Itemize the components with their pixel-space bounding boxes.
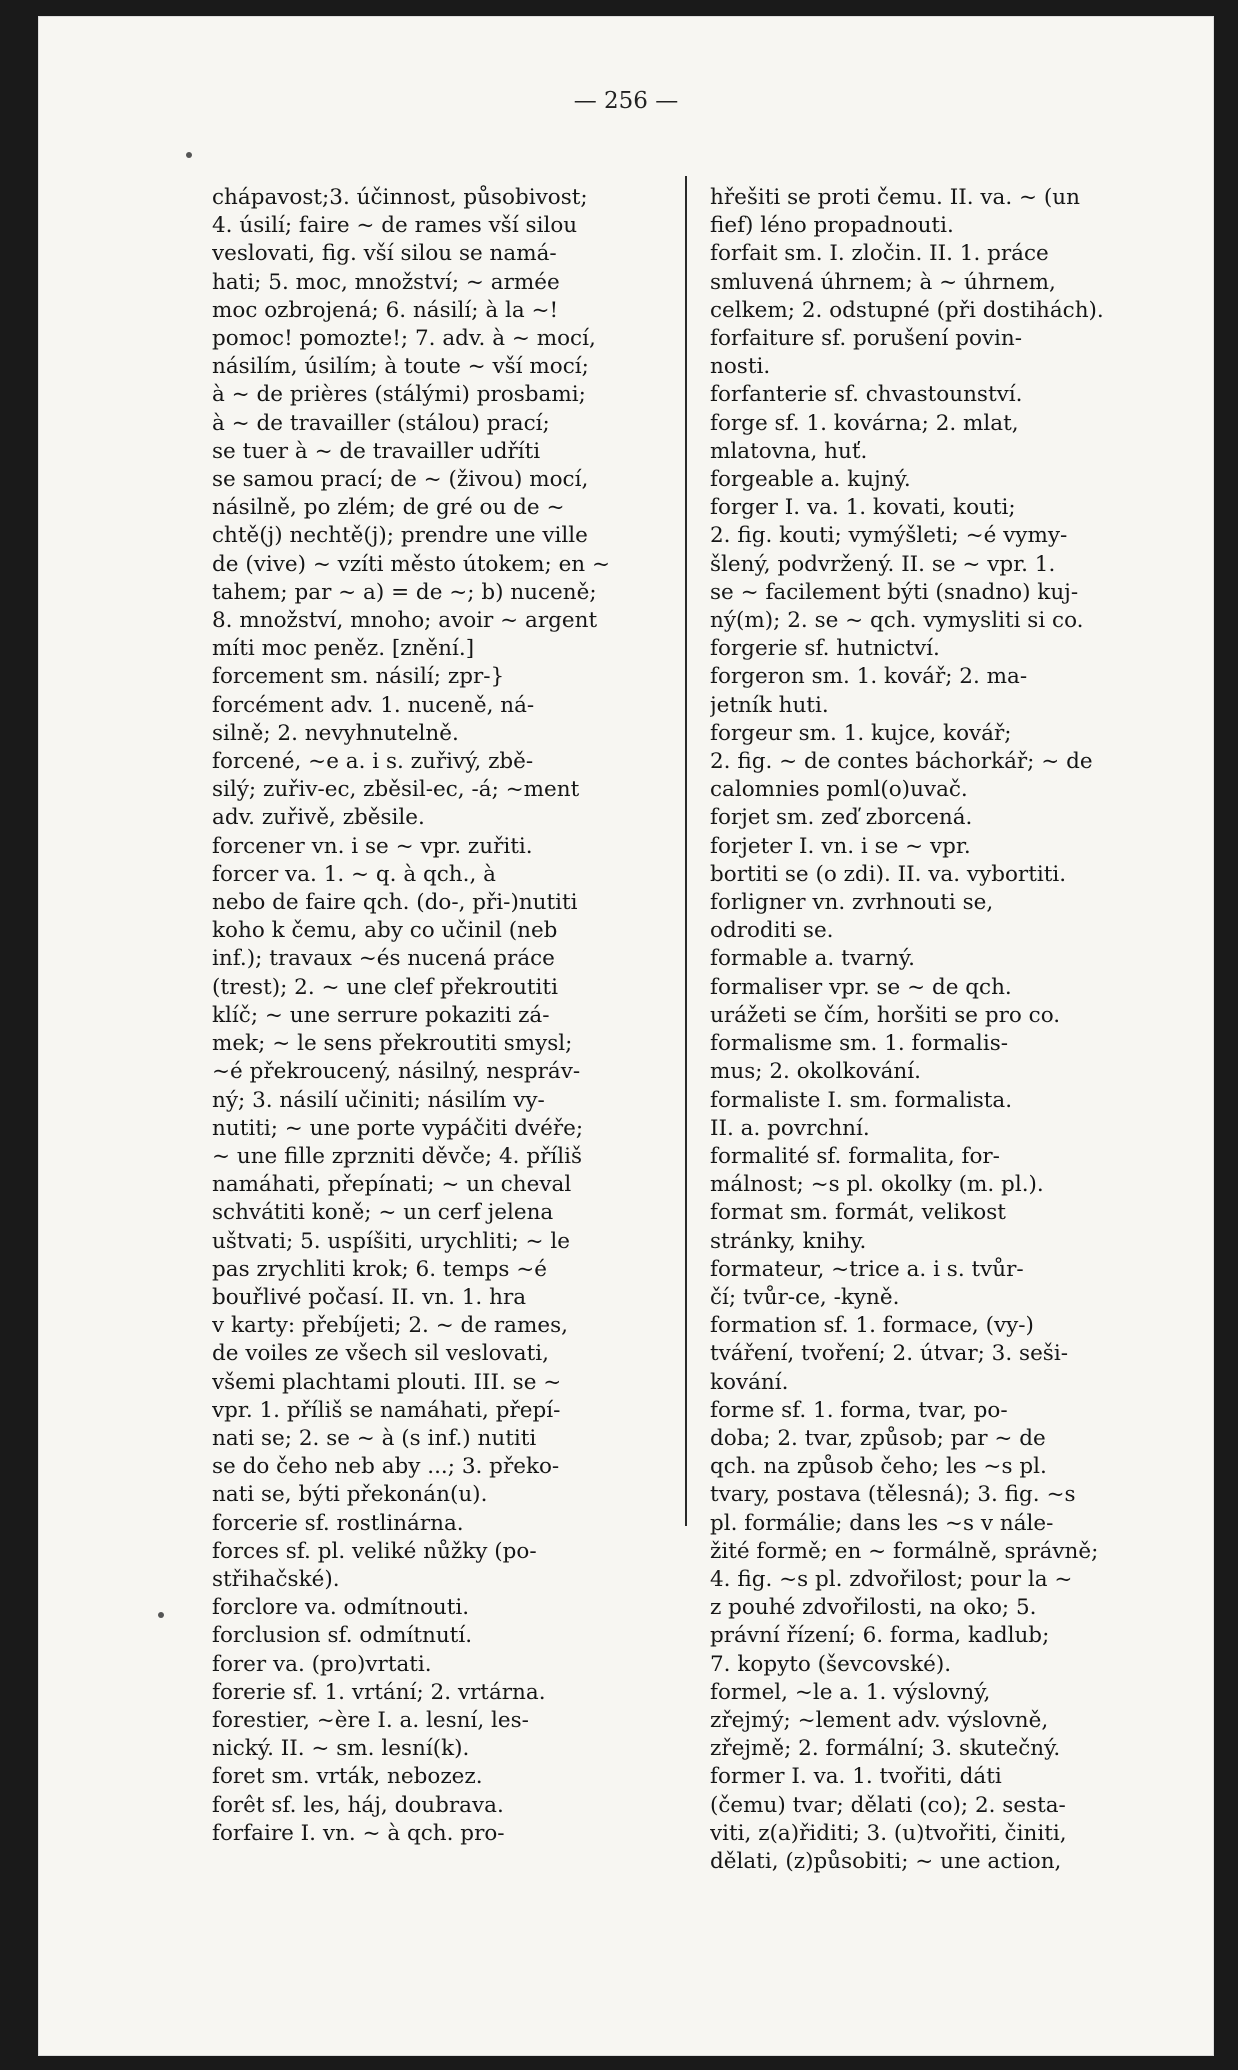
entry-line: čí; tvůr-ce, -kyně. (710, 1284, 900, 1310)
entry-line: chtě(j) nechtě(j); prendre une ville (212, 523, 588, 549)
entry-line: à ~ de prières (stálými) prosbami; (212, 382, 586, 408)
entry-line: forgerie sf. hutnictví. (710, 636, 940, 662)
entry-line: násilně, po zlém; de gré ou de ~ (212, 495, 565, 521)
entry-line: jetník huti. (710, 692, 829, 718)
entry-line: moc ozbrojená; 6. násilí; à la ~! (212, 297, 559, 323)
entry-line: forgeron sm. 1. kovář; 2. ma- (710, 664, 1028, 690)
entry-line: à ~ de travailler (stálou) prací; (212, 410, 550, 436)
entry-line: forjet sm. zeď zborcená. (710, 805, 973, 831)
entry-line: forêt sf. les, háj, doubrava. (212, 1792, 504, 1818)
entry-line: všemi plachtami plouti. III. se ~ (212, 1369, 562, 1395)
entry-line: násilím, úsilím; à toute ~ vší mocí; (212, 354, 589, 380)
entry-line: se tuer à ~ de travailler udříti (212, 438, 541, 464)
entry-line: dělati, (z)působiti; ~ une action, (710, 1848, 1062, 1874)
entry-line: formaliser vpr. se ~ de qch. (710, 974, 1012, 1000)
entry-line: forfanterie sf. chvastounství. (710, 382, 1023, 408)
entry-line: forcément adv. 1. nuceně, ná- (212, 692, 535, 718)
entry-line: zřejmě; 2. formální; 3. skutečný. (710, 1736, 1061, 1762)
entry-line: nebo de faire qch. (do-, při-)nutiti (212, 890, 578, 916)
entry-line: namáhati, přepínati; ~ un cheval (212, 1172, 572, 1198)
entry-line: forestier, ~ère I. a. lesní, les- (212, 1707, 529, 1733)
entry-line: nati se, býti překonán(u). (212, 1482, 488, 1508)
entry-line: v karty: přebíjeti; 2. ~ de rames, (212, 1313, 568, 1339)
dictionary-page (38, 16, 1214, 2056)
page-number: — 256 — (573, 88, 679, 114)
entry-line: de voiles ze všech sil veslovati, (212, 1341, 549, 1367)
entry-line: odroditi se. (710, 918, 834, 944)
entry-line: fief) léno propadnouti. (710, 213, 954, 239)
entry-line: se ~ facilement býti (snadno) kuj- (710, 579, 1079, 605)
entry-line: forces sf. pl. veliké nůžky (po- (212, 1538, 537, 1564)
entry-line: málnost; ~s pl. okolky (m. pl.). (710, 1172, 1044, 1198)
entry-line: forclore va. odmítnouti. (212, 1595, 470, 1621)
entry-line: veslovati, fig. vší silou se namá- (212, 241, 557, 267)
entry-line: bouřlivé počasí. II. vn. 1. hra (212, 1284, 527, 1310)
entry-line: nosti. (710, 354, 771, 380)
entry-line: forcer va. 1. ~ q. à qch., à (212, 861, 496, 887)
entry-line: formalité sf. formalita, for- (710, 1143, 1000, 1169)
entry-line: forjeter I. vn. i se ~ vpr. (710, 833, 971, 859)
entry-line: míti moc peněz. [znění.] (212, 636, 475, 662)
entry-line: formalisme sm. 1. formalis- (710, 1031, 1008, 1057)
entry-line: ný; 3. násilí učiniti; násilím vy- (212, 1087, 545, 1113)
entry-line: 4. úsilí; faire ~ de rames vší silou (212, 213, 578, 239)
left-column (212, 184, 712, 1848)
entry-line: střihačské). (212, 1566, 340, 1592)
entry-line: tahem; par ~ a) = de ~; b) nuceně; (212, 579, 597, 605)
entry-line: právní řízení; 6. forma, kadlub; (710, 1623, 1050, 1649)
entry-line: 4. fig. ~s pl. zdvořilost; pour la ~ (710, 1566, 1073, 1592)
entry-line: hati; 5. moc, množství; ~ armée (212, 269, 560, 295)
entry-line: uštvati; 5. uspíšiti, urychliti; ~ le (212, 1228, 570, 1254)
entry-line: šlený, podvržený. II. se ~ vpr. 1. (710, 551, 1056, 577)
entry-line: silně; 2. nevyhnutelně. (212, 720, 459, 746)
entry-line: urážeti se čím, horšiti se pro co. (710, 1002, 1061, 1028)
entry-line: mus; 2. okolkování. (710, 1059, 921, 1085)
entry-line: (čemu) tvar; dělati (co); 2. sesta- (710, 1792, 1066, 1818)
entry-line: nutiti; ~ une porte vypáčiti dvéře; (212, 1115, 584, 1141)
entry-line: qch. na způsob čeho; les ~s pl. (710, 1454, 1047, 1480)
margin-mark (186, 152, 192, 158)
entry-line: se do čeho neb aby ...; 3. překo- (212, 1454, 560, 1480)
entry-line: inf.); travaux ~és nucená práce (212, 946, 555, 972)
entry-line: ný(m); 2. se ~ qch. vymysliti si co. (710, 608, 1084, 634)
entry-line: foret sm. vrták, nebozez. (212, 1764, 483, 1790)
entry-line: formateur, ~trice a. i s. tvůr- (710, 1256, 1024, 1282)
entry-line: tvary, postava (tělesná); 3. fig. ~s (710, 1482, 1076, 1508)
right-column (710, 184, 1218, 1876)
entry-line: se samou prací; de ~ (živou) mocí, (212, 467, 589, 493)
entry-line: 7. kopyto (ševcovské). (710, 1651, 952, 1677)
entry-line: 2. fig. ~ de contes báchorkář; ~ de (710, 749, 1093, 775)
entry-line: forligner vn. zvrhnouti se, (710, 890, 994, 916)
entry-line: forclusion sf. odmítnutí. (212, 1623, 473, 1649)
entry-line: žité formě; en ~ formálně, správně; (710, 1538, 1099, 1564)
entry-line: klíč; ~ une serrure pokaziti zá- (212, 1002, 550, 1028)
entry-line: pl. formálie; dans les ~s v nále- (710, 1510, 1054, 1536)
entry-line: forger I. va. 1. kovati, kouti; (710, 495, 1016, 521)
entry-line: 2. fig. kouti; vymýšleti; ~é vymy- (710, 523, 1068, 549)
entry-line: koho k čemu, aby co učinil (neb (212, 918, 558, 944)
entry-line: pas zrychliti krok; 6. temps ~é (212, 1256, 548, 1282)
entry-line: former I. va. 1. tvořiti, dáti (710, 1764, 1002, 1790)
entry-line: hřešiti se proti čemu. II. va. ~ (un (710, 185, 1080, 210)
entry-line: viti, z(a)řiditi; 3. (u)tvořiti, činiti, (710, 1820, 1067, 1846)
entry-line: stránky, knihy. (710, 1228, 867, 1254)
entry-line: schvátiti koně; ~ un cerf jelena (212, 1200, 554, 1226)
entry-line: vpr. 1. příliš se namáhati, přepí- (212, 1397, 561, 1423)
entry-line: 8. množství, mnoho; avoir ~ argent (212, 608, 598, 634)
entry-line: doba; 2. tvar, způsob; par ~ de (710, 1425, 1046, 1451)
entry-line: mek; ~ le sens překroutiti smysl; (212, 1031, 573, 1057)
entry-line: zřejmý; ~lement adv. výslovně, (710, 1707, 1049, 1733)
entry-line: forer va. (pro)vrtati. (212, 1651, 432, 1677)
entry-line: tváření, tvoření; 2. útvar; 3. seši- (710, 1341, 1068, 1367)
entry-line: silý; zuřiv-ec, zběsil-ec, -á; ~ment (212, 777, 580, 803)
entry-line: chápavost;3. účinnost, působivost; (212, 185, 588, 210)
entry-line: forcené, ~e a. i s. zuřivý, zbě- (212, 749, 534, 775)
entry-line: forgeur sm. 1. kujce, kovář; (710, 720, 1012, 746)
entry-line: formable a. tvarný. (710, 946, 915, 972)
entry-line: forge sf. 1. kovárna; 2. mlat, (710, 410, 1019, 436)
entry-line: celkem; 2. odstupné (při dostihách). (710, 297, 1104, 323)
entry-line: II. a. povrchní. (710, 1115, 870, 1141)
entry-line: forfaiture sf. porušení povin- (710, 326, 1023, 352)
entry-line: z pouhé zdvořilosti, na oko; 5. (710, 1595, 1037, 1621)
entry-line: formel, ~le a. 1. výslovný, (710, 1679, 991, 1705)
entry-line: kování. (710, 1369, 789, 1395)
entry-line: forfait sm. I. zločin. II. 1. práce (710, 241, 1049, 267)
entry-line: formation sf. 1. formace, (vy-) (710, 1313, 1034, 1339)
entry-line: formaliste I. sm. formalista. (710, 1087, 1013, 1113)
entry-line: forcerie sf. rostlinárna. (212, 1510, 464, 1536)
entry-line: forfaire I. vn. ~ à qch. pro- (212, 1820, 505, 1846)
entry-line: ~é překroucený, násilný, nespráv- (212, 1059, 581, 1085)
entry-line: forme sf. 1. forma, tvar, po- (710, 1397, 1008, 1423)
entry-line: bortiti se (o zdi). II. va. vybortiti. (710, 861, 1067, 887)
entry-line: nati se; 2. se ~ à (s inf.) nutiti (212, 1425, 537, 1451)
entry-line: forgeable a. kujný. (710, 467, 911, 493)
entry-line: adv. zuřivě, zběsile. (212, 805, 425, 831)
entry-line: smluvená úhrnem; à ~ úhrnem, (710, 269, 1056, 295)
entry-line: forcement sm. násilí; zpr-} (212, 664, 505, 690)
entry-line: format sm. formát, velikost (710, 1200, 1006, 1226)
entry-line: calomnies poml(o)uvač. (710, 777, 968, 803)
entry-line: nický. II. ~ sm. lesní(k). (212, 1736, 470, 1762)
entry-line: forerie sf. 1. vrtání; 2. vrtárna. (212, 1679, 546, 1705)
entry-line: (trest); 2. ~ une clef překroutiti (212, 974, 558, 1000)
entry-line: mlatovna, huť. (710, 438, 868, 464)
entry-line: de (vive) ~ vzíti město útokem; en ~ (212, 551, 611, 577)
entry-line: forcener vn. i se ~ vpr. zuřiti. (212, 833, 533, 859)
entry-line: pomoc! pomozte!; 7. adv. à ~ mocí, (212, 326, 596, 352)
entry-line: ~ une fille zprzniti děvče; 4. příliš (212, 1143, 583, 1169)
margin-mark (158, 1612, 164, 1618)
